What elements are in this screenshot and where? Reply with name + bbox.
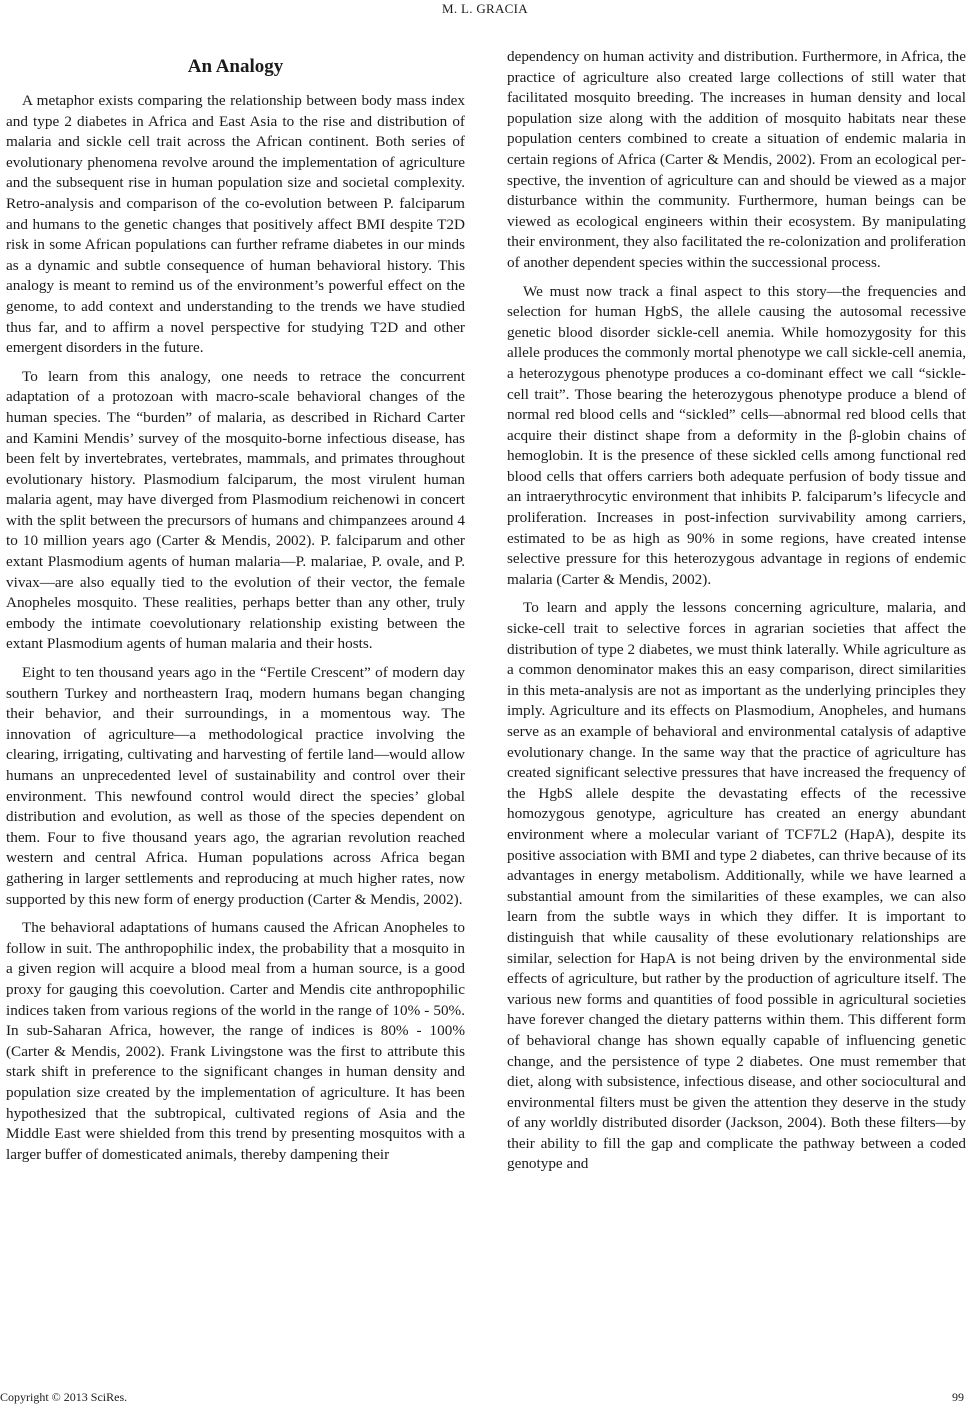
paragraph: We must now track a final aspect to this story—the frequencies and selection for human HgbS, the allele causing the autosomal recessive genetic blood disorder sickle-cell anemia. While homozygosity for this allele produces the commonly mortal phenotype we call sickle-cell anemia, a heterozygous phenotype produces a co-dominant effect we call “sickle-cell trait”. Those bearing the heterozygous phenotype produce a blend of normal red blood cells and “sickled” cells—abnormal red blood cells that acquire their distinct shape from a deformity in the β-globin chains of hemoglobin. It is the presence of these sickled cells among functional red blood cells that offers carriers both adequate perfusion of body tissue and an intraerythrocytic environment that inhibits P. falciparum’s lifecycle and proliferation. Increases in post-infection survivability among carriers, estimated to be as high as 90% in some regions, have created intense selective pressure for this heterozygous advantage in regions of endemic malaria (Carter & Mendis, 2002). <box>507 282 966 588</box>
right-column <box>507 47 966 1175</box>
running-head: M. L. GRACIA <box>442 1 528 16</box>
paragraph: A metaphor exists comparing the relationship between body mass index and type 2 diabetes in Africa and East Asia to the rise and distribution of malaria and sickle cell trait across the African continent. Both series of evolutionary phenomena revolve around the implementation of agriculture and the subsequent rise in human population size and societal complexity. Retro-analysis and comparison of the co-evolution between P. falciparum and humans to the genetic changes that positively affect BMI despite T2D risk in some African populations can further reframe diabetes in our minds as a dynamic and subtle consequence of human behavioral history. This analogy is meant to remind us of the environment’s powerful effect on the genome, to add context and understanding to the trends we have studied thus far, and to affirm a novel perspective for studying T2D and other emergent disorders in the future. <box>6 92 465 357</box>
paragraph-continued: dependency on human activity and distribution. Furthermore, in Africa, the practice of agriculture also created large collections of still water that facilitated mosquito breeding. The increases in human density and local population size along with the addition of mosquito habitats near these population centers combined to create a situation of endemic malaria in certain regions of Africa (Carter & Mendis, 2002). From an ecological perspective, the invention of agriculture can and should be viewed as a major disturbance within the community. Furthermore, human beings can be viewed as ecological engineers within their ecosystem. By manipulating their environment, they also facilitated the re-colonization and proliferation of another dependent species within the successional process. <box>507 48 966 271</box>
paragraph: To learn and apply the lessons concerning agriculture, malaria, and sicke-cell trait to selective forces in agrarian societies that affect the distribution of type 2 diabetes, we must think laterally. While agriculture as a common denominator makes this an easy comparison, direct similarities in this meta-analysis are not as important as the underlying principles they imply. Agriculture and its effects on Plasmodium, Anopheles, and humans serve as an example of behavioral and environmental catalysis of adaptive evolutionary change. In the same way that the practice of agriculture has created significant selective pressures that have increased the frequency of the HgbS allele despite the devastating effects of the recessive homozygous genotype, agriculture has created an energy abundant environment where a molecular variant of TCF7L2 (HapA), despite its positive association with BMI and type 2 diabetes, can thrive because of its advantages in energy metabolism. Additionally, while we have learned a substantial amount from the similarities of these examples, we can also learn from the subtle ways in which they differ. It is important to distinguish that while causality of these evolutionary relationships are similar, selection for HapA is not being driven by the environmental side effects of agriculture, but rather by the production of agriculture itself. The various new forms and quantities of food possible in agricultural societies have forever changed the dietary patterns within them. This different form of behavioral change has shown equally capable of influencing genetic change, and the persistence of type 2 diabetes. One must remember that diet, along with subsistence, infectious disease, and other sociocultural and environmental filters must be given the attention they deserve in the study of any worldly distributed disorder (Jackson, 2004). Both these filters—by their ability to fill the gap and complicate the pathway between a coded genotype and <box>507 599 966 1173</box>
copyright-notice: Copyright © 2013 SciRes. <box>0 1390 128 1404</box>
paragraph: Eight to ten thousand years ago in the “Fertile Crescent” of modern day southern Turkey and northeastern Iraq, modern humans began changing their behavior, and their surroundings, in a momentous way. The innovation of agriculture—a methodological practice involving the clearing, irrigating, cultivating and harvesting of fertile land—would allow humans an unprecedented level of sustainability and control over their environment. This newfound control would direct the species’ global distribution and evolution, as well as those of the species dependent on them. Four to five thousand years ago, the agrarian revolution reached western and central Africa. Human populations across Africa began gathering in larger settlements and reproducing at much higher rates, now supported by this new form of energy production (Carter & Mendis, 2002). <box>6 664 465 908</box>
section-title: An Analogy <box>187 56 284 77</box>
page-number: 99 <box>952 1390 964 1404</box>
paragraph: The behavioral adaptations of humans caused the African Anopheles to follow in suit. The anthropophilic index, the probability that a mosquito in a given region will acquire a blood meal from a human source, is a good proxy for gauging this coevolution. Carter and Mendis cite anthropophilic indices taken from various regions of the world in the range of 10% - 50%. In sub-Saharan Africa, however, the range of indices is 80% - 100% (Carter & Mendis, 2002). Frank Livingstone was the first to attribute this stark shift in preference to the significant changes in human density and population size created by the implementation of agriculture. It has been hypothesized that the subtropical, cultivated regions of Asia and the Middle East were shielded from this trend by presenting mosquitos with a larger buffer of domesticated animals, thereby dampening their <box>6 919 465 1163</box>
left-column <box>6 55 465 1165</box>
paragraph: To learn from this analogy, one needs to retrace the concurrent adaptation of a protozoan with macro-scale behavioral changes of the human species. The “burden” of malaria, as described in Richard Carter and Kamini Mendis’ survey of the mosquito-borne infectious disease, has been felt by invertebrates, vertebrates, mammals, and primates throughout evolutionary history. Plasmodium falciparum, the most virulent human malaria agent, may have diverged from Plasmodium reichenowi in concert with the split between the precursors of humans and chimpanzees around 4 to 10 million years ago (Carter & Mendis, 2002). P. falciparum and other extant Plasmodium agents of human malaria—P. malariae, P. ovale, and P. vivax—are also equally tied to the evolution of their vector, the female Anopheles mosquito. These realities, perhaps better than any other, truly embody the intimate coevolutionary relationship existing between the extant Plasmodium agents of human malaria and their hosts. <box>6 367 465 653</box>
